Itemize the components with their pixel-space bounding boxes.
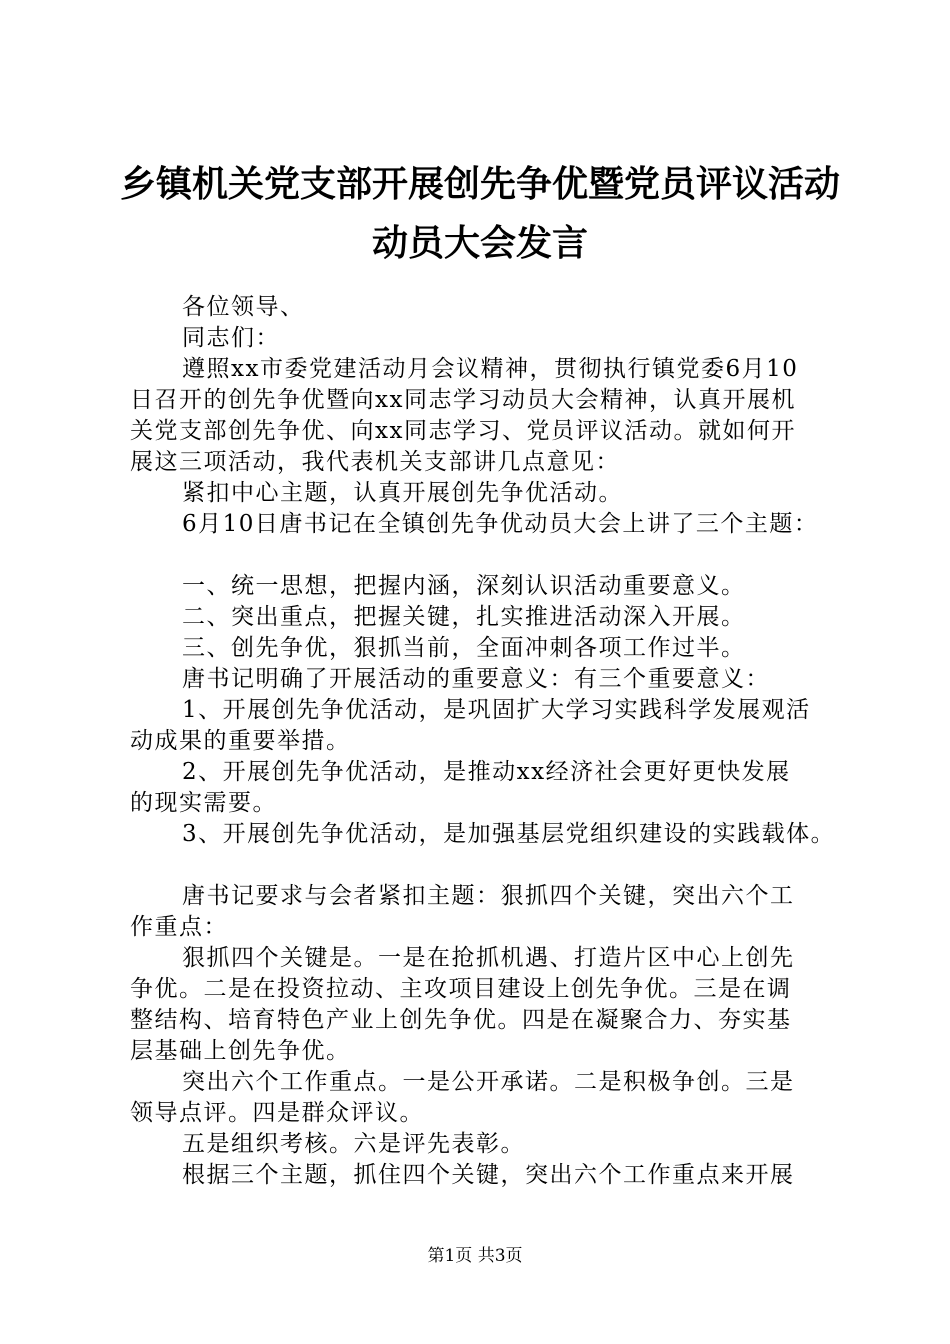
paragraph-gap [130, 850, 850, 881]
body-line: 展这三项活动，我代表机关支部讲几点意见： [130, 449, 620, 475]
body-line: 各位领导、 [182, 294, 305, 320]
body-line: 6月10日唐书记在全镇创先争优动员大会上讲了三个主题： [182, 511, 819, 537]
body-line: 领导点评。四是群众评议。 [130, 1100, 424, 1126]
body-line: 突出六个工作重点。一是公开承诺。二是积极争创。三是 [182, 1069, 795, 1095]
paragraph-gap [130, 540, 850, 571]
body-line: 五是组织考核。六是评先表彰。 [182, 1131, 525, 1157]
body-line: 争优。二是在投资拉动、主攻项目建设上创先争优。三是在调 [130, 976, 792, 1002]
document-body [130, 292, 850, 1191]
document-title-line-2: 动员大会发言 [371, 223, 588, 264]
body-line: 根据三个主题，抓住四个关键，突出六个工作重点来开展 [182, 1162, 795, 1188]
body-line: 唐书记要求与会者紧扣主题：狠抓四个关键，突出六个工 [182, 883, 795, 909]
document-title-line-1: 乡镇机关党支部开展创先争优暨党员评议活动 [120, 164, 841, 205]
body-line: 一、统一思想，把握内涵，深刻认识活动重要意义。 [182, 573, 746, 599]
body-line: 作重点： [130, 914, 228, 940]
body-line: 同志们： [182, 325, 280, 351]
page-footer: 第1页 共3页 [427, 1246, 523, 1266]
body-line: 动成果的重要举措。 [130, 728, 351, 754]
body-line: 3、开展创先争优活动，是加强基层党组织建设的实践载体。 [182, 821, 836, 847]
body-line: 2、开展创先争优活动，是推动xx经济社会更好更快发展 [182, 759, 791, 785]
body-line: 整结构、培育特色产业上创先争优。四是在凝聚合力、夯实基 [130, 1007, 792, 1033]
body-line: 关党支部创先争优、向xx同志学习、党员评议活动。就如何开 [130, 418, 796, 444]
body-line: 紧扣中心主题，认真开展创先争优活动。 [182, 480, 623, 506]
body-line: 层基础上创先争优。 [130, 1038, 351, 1064]
body-line: 二、突出重点，把握关键，扎实推进活动深入开展。 [182, 604, 746, 630]
body-line: 1、开展创先争优活动，是巩固扩大学习实践科学发展观活 [182, 697, 811, 723]
body-line: 三、创先争优，狠抓当前，全面冲刺各项工作过半。 [182, 635, 746, 661]
body-line: 日召开的创先争优暨向xx同志学习动员大会精神，认真开展机 [130, 387, 796, 413]
body-line: 狠抓四个关键是。一是在抢抓机遇、打造片区中心上创先 [182, 945, 795, 971]
body-line: 遵照xx市委党建活动月会议精神，贯彻执行镇党委6月10 [182, 356, 799, 382]
body-line: 唐书记明确了开展活动的重要意义：有三个重要意义： [182, 666, 770, 692]
body-line: 的现实需要。 [130, 790, 277, 816]
